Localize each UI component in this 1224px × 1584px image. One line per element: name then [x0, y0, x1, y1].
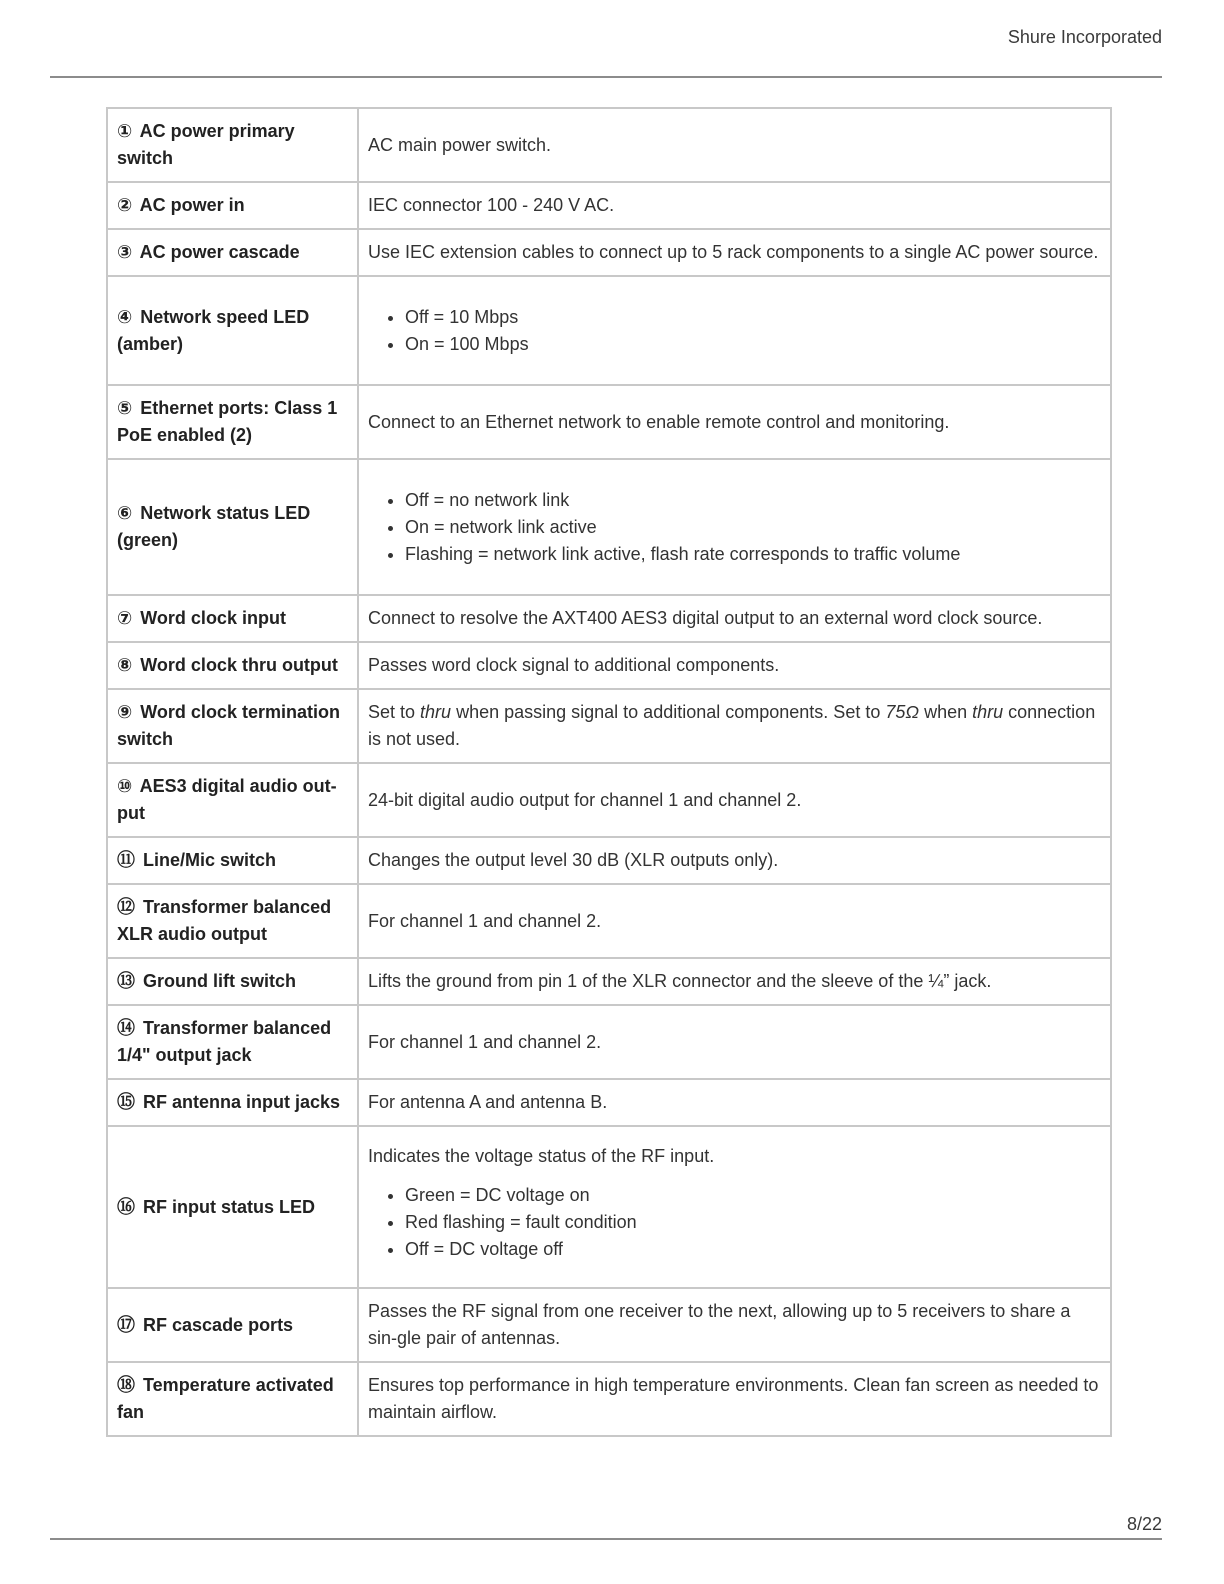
table-row — [107, 182, 1111, 229]
list-item: • On = 100 Mbps — [405, 331, 1101, 358]
row-description: Set to thru when passing signal to additional components. Set to 75Ω when thru connection is not used. — [358, 689, 1111, 763]
row-label: ⑩ AES3 digital audio out-put — [107, 763, 358, 837]
row-label: ③ AC power cascade — [107, 229, 358, 276]
row-description: Passes word clock signal to additional components. — [358, 642, 1111, 689]
page-number: 8/22 — [1126, 1514, 1162, 1534]
row-label: ⑥ Network status LED (green) — [107, 459, 358, 595]
list-item: • Green = DC voltage on — [405, 1182, 1101, 1209]
table-row — [107, 884, 1111, 958]
table-row — [107, 1005, 1111, 1079]
row-label: ⑮ RF antenna input jacks — [107, 1079, 358, 1126]
row-description: Connect to resolve the AXT400 AES3 digital output to an external word clock source. — [358, 595, 1111, 642]
row-label: ⑬ Ground lift switch — [107, 958, 358, 1005]
header-company: Shure Incorporated — [1007, 27, 1162, 47]
row-label: ④ Network speed LED (amber) — [107, 276, 358, 385]
table-row — [107, 595, 1111, 642]
row-description: Passes the RF signal from one receiver to the next, allowing up to 5 receivers to share a sin-gle pair of antennas. — [358, 1288, 1111, 1362]
list-item: • Off = no network link — [405, 487, 1101, 514]
row-description — [358, 459, 1111, 595]
footer-rule — [50, 1538, 1162, 1540]
table-row — [107, 276, 1111, 385]
list-item: • On = network link active — [405, 514, 1101, 541]
spec-table — [106, 107, 1112, 1437]
table-row — [107, 108, 1111, 182]
row-label: ⑰ RF cascade ports — [107, 1288, 358, 1362]
table-row — [107, 837, 1111, 884]
row-label: ⑤ Ethernet ports: Class 1 PoE enabled (2) — [107, 385, 358, 459]
table-row — [107, 763, 1111, 837]
table-row — [107, 1362, 1111, 1436]
row-description: Changes the output level 30 dB (XLR outputs only). — [358, 837, 1111, 884]
row-label: ⑧ Word clock thru output — [107, 642, 358, 689]
table-row — [107, 385, 1111, 459]
row-description — [358, 1126, 1111, 1288]
row-description: For antenna A and antenna B. — [358, 1079, 1111, 1126]
row-label: ⑫ Transformer balanced XLR audio output — [107, 884, 358, 958]
table-row — [107, 1288, 1111, 1362]
table-row — [107, 642, 1111, 689]
list-item: • Off = 10 Mbps — [405, 304, 1101, 331]
row-label: ② AC power in — [107, 182, 358, 229]
row-description: AC main power switch. — [358, 108, 1111, 182]
table-row — [107, 689, 1111, 763]
row-description: 24-bit digital audio output for channel 1 and channel 2. — [358, 763, 1111, 837]
list-item: • Flashing = network link active, flash rate corresponds to traffic volume — [405, 541, 1101, 568]
row-description: For channel 1 and channel 2. — [358, 884, 1111, 958]
row-description: Connect to an Ethernet network to enable remote control and monitoring. — [358, 385, 1111, 459]
table-row — [107, 958, 1111, 1005]
row-label: ⑭ Transformer balanced 1/4" output jack — [107, 1005, 358, 1079]
row-label: ⑱ Temperature activated fan — [107, 1362, 358, 1436]
row-description: Use IEC extension cables to connect up to 5 rack components to a single AC power source. — [358, 229, 1111, 276]
row-description: Lifts the ground from pin 1 of the XLR connector and the sleeve of the ¼” jack. — [358, 958, 1111, 1005]
row-label: ⑦ Word clock input — [107, 595, 358, 642]
list-item: • Off = DC voltage off — [405, 1236, 1101, 1263]
table-row — [107, 459, 1111, 595]
row-description — [358, 276, 1111, 385]
list-item: • Red flashing = fault condition — [405, 1209, 1101, 1236]
row-label: ⑨ Word clock termination switch — [107, 689, 358, 763]
row-description: For channel 1 and channel 2. — [358, 1005, 1111, 1079]
row-label: ⑪ Line/Mic switch — [107, 837, 358, 884]
row-intro: Indicates the voltage status of the RF input. — [368, 1145, 715, 1166]
header-rule — [50, 76, 1162, 78]
table-row — [107, 229, 1111, 276]
table-row — [107, 1079, 1111, 1126]
row-label: ⑯ RF input status LED — [107, 1126, 358, 1288]
row-description: IEC connector 100 - 240 V AC. — [358, 182, 1111, 229]
row-description: Ensures top performance in high temperature environments. Clean fan screen as needed to maintain airflow. — [358, 1362, 1111, 1436]
table-row — [107, 1126, 1111, 1288]
row-label: ① AC power primary switch — [107, 108, 358, 182]
